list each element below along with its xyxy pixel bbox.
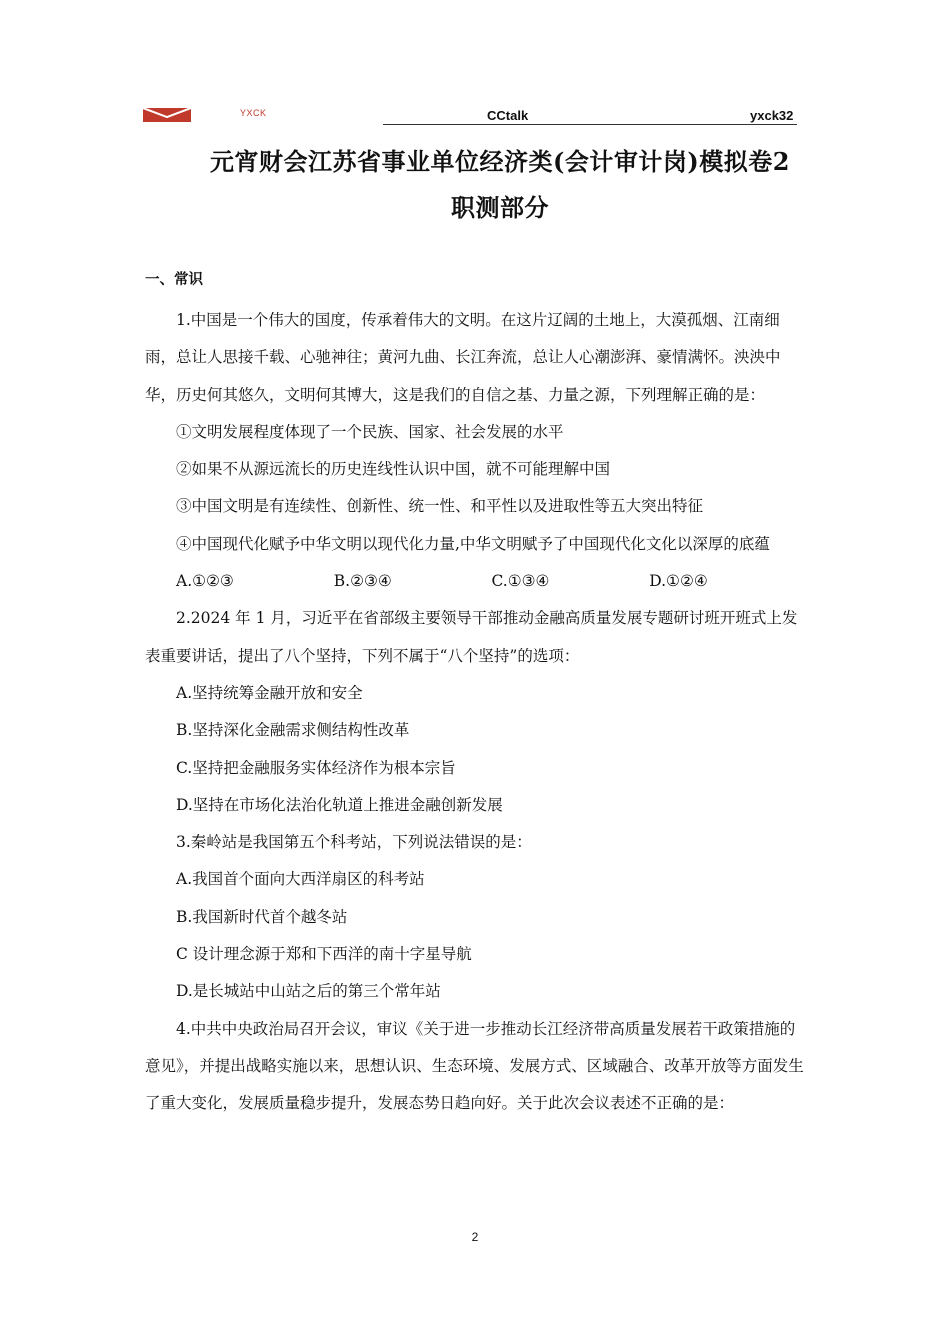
- question-2-stem: 2.2024 年 1 月，习近平在省部级主要领导干部推动金融高质量发展专题研讨班开班式上发表重要讲话，提出了八个坚持，下列不属于“八个坚持”的选项：: [145, 609, 798, 665]
- question-1-item: ②如果不从源远流长的历史连线性认识中国，就不可能理解中国: [176, 460, 611, 479]
- question-3-option: C 设计理念源于郑和下西洋的南十字星导航: [176, 945, 472, 964]
- option-b: B.②③④: [333, 572, 392, 591]
- question-2-option: D.坚持在市场化法治化轨道上推进金融创新发展: [176, 795, 503, 814]
- question-1-options: [145, 563, 807, 600]
- document-title: 元宵财会江苏省事业单位经济类(会计审计岗)模拟卷2: [210, 147, 790, 176]
- question-3-option: A.我国首个面向大西洋扇区的科考站: [176, 870, 425, 889]
- question-1-item: ①文明发展程度体现了一个民族、国家、社会发展的水平: [176, 422, 564, 441]
- header-right-text: yxck32: [750, 108, 794, 123]
- logo-envelope-icon: [143, 108, 191, 122]
- document-subtitle: 职测部分: [451, 193, 549, 222]
- question-3-option: B.我国新时代首个越冬站: [176, 907, 348, 926]
- option-a: A.①②③: [176, 572, 234, 591]
- question-2-option: A.坚持统筹金融开放和安全: [176, 683, 363, 702]
- logo-text: YXCK: [240, 108, 267, 118]
- option-c: C.①③④: [491, 572, 550, 591]
- question-1-item: ③中国文明是有连续性、创新性、统一性、和平性以及进取性等五大突出特征: [176, 497, 704, 516]
- question-1-stem: 1.中国是一个伟大的国度，传承着伟大的文明。在这片辽阔的土地上，大漠孤烟、江南细雨，总让人思接千载、心驰神往；黄河九曲、长江奔流，总让人心潮澎湃、豪情满怀。泱泱中华，历史何其悠久，文明何其博大，这是我们的自信之基、力量之源，下列理解正确的是：: [145, 311, 781, 404]
- question-1-item: ④中国现代化赋予中华文明以现代化力量,中华文明赋予了中国现代化文化以深厚的底蕴: [176, 534, 770, 553]
- question-4-stem: 4.中共中央政治局召开会议，审议《关于进一步推动长江经济带高质量发展若干政策措施的意见》，并提出战略实施以来，思想认识、生态环境、发展方式、区域融合、改革开放等方面发生了重大变化，发展质量稳步提升，发展态势日趋向好。关于此次会议表述不正确的是：: [145, 1019, 804, 1113]
- question-2-option: C.坚持把金融服务实体经济作为根本宗旨: [176, 758, 456, 777]
- section-heading: 一、常识: [145, 272, 203, 288]
- question-3-stem: 3.秦岭站是我国第五个科考站，下列说法错误的是：: [176, 833, 532, 852]
- option-d: D.①②④: [649, 572, 708, 591]
- header-left-text: CCtalk: [487, 108, 529, 123]
- question-3-option: D.是长城站中山站之后的第三个常年站: [176, 982, 441, 1001]
- question-2-option: B.坚持深化金融需求侧结构性改革: [176, 721, 410, 740]
- header-rule: [383, 124, 797, 125]
- question-content: [145, 302, 807, 1123]
- page-number: 2: [471, 1230, 479, 1244]
